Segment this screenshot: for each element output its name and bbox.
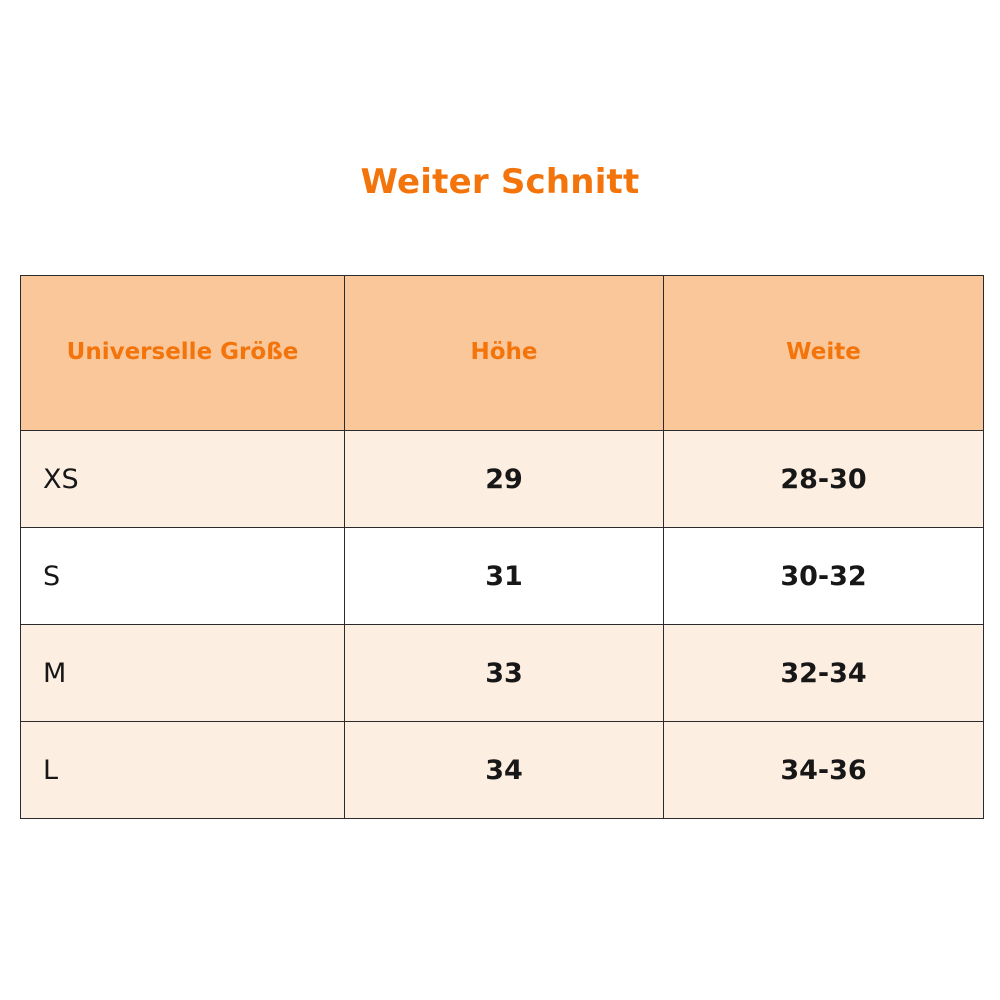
table-header xyxy=(21,276,984,431)
cell-size: XS xyxy=(21,431,345,528)
table-row xyxy=(21,625,984,722)
page-title: Weiter Schnitt xyxy=(360,162,640,202)
cell-width: 30-32 xyxy=(664,528,984,625)
size-table xyxy=(20,275,984,819)
cell-width: 28-30 xyxy=(664,431,984,528)
table-row xyxy=(21,528,984,625)
table-body xyxy=(21,431,984,819)
column-header-height: Höhe xyxy=(345,276,664,431)
table-header-row xyxy=(21,276,984,431)
size-table-container xyxy=(20,275,980,819)
column-header-universal-size: Universelle Größe xyxy=(21,276,345,431)
cell-width: 34-36 xyxy=(664,722,984,819)
column-header-width: Weite xyxy=(664,276,984,431)
table-row xyxy=(21,431,984,528)
cell-height: 31 xyxy=(345,528,664,625)
cell-size: M xyxy=(21,625,345,722)
cell-width: 32-34 xyxy=(664,625,984,722)
table-row xyxy=(21,722,984,819)
cell-height: 33 xyxy=(345,625,664,722)
cell-height: 34 xyxy=(345,722,664,819)
cell-size: L xyxy=(21,722,345,819)
cell-size: S xyxy=(21,528,345,625)
cell-height: 29 xyxy=(345,431,664,528)
